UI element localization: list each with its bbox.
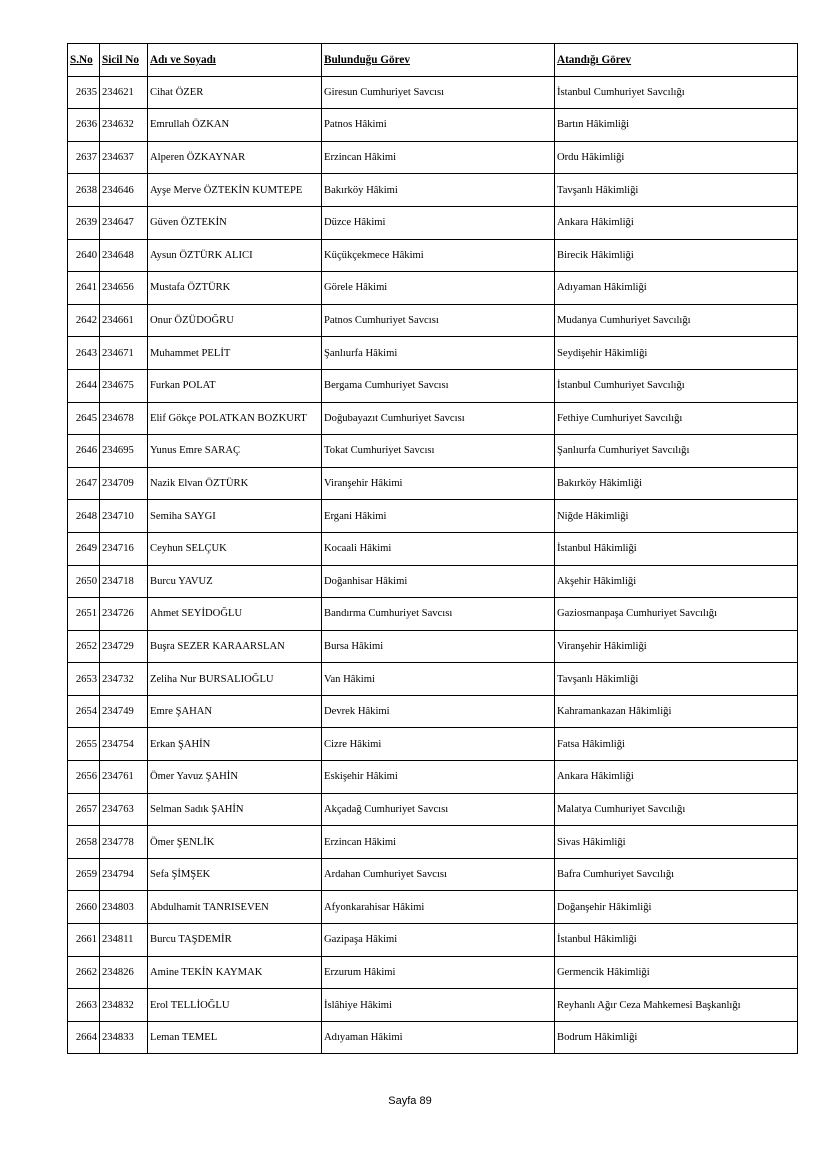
cell-name: Ahmet SEYİDOĞLU (148, 598, 322, 631)
table-row (68, 532, 798, 565)
cell-sno: 2659 (68, 858, 100, 891)
cell-sno: 2664 (68, 1021, 100, 1054)
cell-sno: 2636 (68, 109, 100, 142)
cell-name: Leman TEMEL (148, 1021, 322, 1054)
cell-assigned-post: Ankara Hâkimliği (555, 206, 798, 239)
cell-assigned-post: Tavşanlı Hâkimliği (555, 174, 798, 207)
cell-sno: 2639 (68, 206, 100, 239)
cell-current-post: Akçadağ Cumhuriyet Savcısı (322, 793, 555, 826)
cell-sno: 2662 (68, 956, 100, 989)
table-row (68, 141, 798, 174)
table-row (68, 304, 798, 337)
cell-current-post: Patnos Cumhuriyet Savcısı (322, 304, 555, 337)
cell-assigned-post: Tavşanlı Hâkimliği (555, 663, 798, 696)
cell-sicil-no: 234826 (100, 956, 148, 989)
cell-name: Burcu TAŞDEMİR (148, 924, 322, 957)
cell-sno: 2661 (68, 924, 100, 957)
table-row (68, 598, 798, 631)
cell-sicil-no: 234732 (100, 663, 148, 696)
cell-sno: 2644 (68, 369, 100, 402)
cell-sicil-no: 234678 (100, 402, 148, 435)
cell-sicil-no: 234710 (100, 500, 148, 533)
cell-name: Emre ŞAHAN (148, 695, 322, 728)
cell-sicil-no: 234803 (100, 891, 148, 924)
table-row (68, 858, 798, 891)
cell-assigned-post: İstanbul Cumhuriyet Savcılığı (555, 369, 798, 402)
table-row (68, 663, 798, 696)
cell-sno: 2651 (68, 598, 100, 631)
cell-assigned-post: Niğde Hâkimliği (555, 500, 798, 533)
cell-current-post: Eskişehir Hâkimi (322, 761, 555, 794)
cell-name: Erol TELLİOĞLU (148, 989, 322, 1022)
header-sicil-no: Sicil No (100, 44, 148, 77)
cell-assigned-post: Fethiye Cumhuriyet Savcılığı (555, 402, 798, 435)
cell-assigned-post: Bakırköy Hâkimliği (555, 467, 798, 500)
cell-assigned-post: Kahramankazan Hâkimliği (555, 695, 798, 728)
cell-sno: 2657 (68, 793, 100, 826)
cell-sicil-no: 234726 (100, 598, 148, 631)
cell-sno: 2637 (68, 141, 100, 174)
cell-current-post: Görele Hâkimi (322, 272, 555, 305)
cell-current-post: İslâhiye Hâkimi (322, 989, 555, 1022)
table-row (68, 793, 798, 826)
cell-assigned-post: Viranşehir Hâkimliği (555, 630, 798, 663)
cell-assigned-post: Adıyaman Hâkimliği (555, 272, 798, 305)
cell-assigned-post: Birecik Hâkimliği (555, 239, 798, 272)
cell-sno: 2646 (68, 435, 100, 468)
cell-sicil-no: 234761 (100, 761, 148, 794)
table-row (68, 1021, 798, 1054)
cell-sicil-no: 234763 (100, 793, 148, 826)
cell-current-post: Bakırköy Hâkimi (322, 174, 555, 207)
cell-sicil-no: 234646 (100, 174, 148, 207)
cell-current-post: Adıyaman Hâkimi (322, 1021, 555, 1054)
table-row (68, 695, 798, 728)
cell-sno: 2643 (68, 337, 100, 370)
header-row (68, 44, 798, 77)
cell-current-post: Bandırma Cumhuriyet Savcısı (322, 598, 555, 631)
cell-current-post: Afyonkarahisar Hâkimi (322, 891, 555, 924)
cell-name: Abdulhamit TANRISEVEN (148, 891, 322, 924)
cell-sno: 2663 (68, 989, 100, 1022)
cell-current-post: Doğanhisar Hâkimi (322, 565, 555, 598)
header-assigned-post: Atandığı Görev (555, 44, 798, 77)
cell-sicil-no: 234661 (100, 304, 148, 337)
cell-name: Onur ÖZÜDOĞRU (148, 304, 322, 337)
cell-sicil-no: 234833 (100, 1021, 148, 1054)
cell-current-post: Cizre Hâkimi (322, 728, 555, 761)
cell-current-post: Bursa Hâkimi (322, 630, 555, 663)
cell-current-post: Patnos Hâkimi (322, 109, 555, 142)
cell-sicil-no: 234754 (100, 728, 148, 761)
cell-current-post: Tokat Cumhuriyet Savcısı (322, 435, 555, 468)
cell-assigned-post: Mudanya Cumhuriyet Savcılığı (555, 304, 798, 337)
cell-name: Ceyhun SELÇUK (148, 532, 322, 565)
cell-current-post: Ardahan Cumhuriyet Savcısı (322, 858, 555, 891)
table-row (68, 956, 798, 989)
cell-sno: 2652 (68, 630, 100, 663)
cell-current-post: Erzurum Hâkimi (322, 956, 555, 989)
cell-sno: 2641 (68, 272, 100, 305)
cell-assigned-post: Seydişehir Hâkimliği (555, 337, 798, 370)
cell-assigned-post: Akşehir Hâkimliği (555, 565, 798, 598)
cell-sicil-no: 234675 (100, 369, 148, 402)
cell-sicil-no: 234778 (100, 826, 148, 859)
table-row (68, 174, 798, 207)
cell-sno: 2660 (68, 891, 100, 924)
table-row (68, 239, 798, 272)
cell-sno: 2638 (68, 174, 100, 207)
table-row (68, 761, 798, 794)
cell-sno: 2640 (68, 239, 100, 272)
cell-name: Cihat ÖZER (148, 76, 322, 109)
cell-current-post: Doğubayazıt Cumhuriyet Savcısı (322, 402, 555, 435)
cell-assigned-post: İstanbul Hâkimliği (555, 924, 798, 957)
cell-assigned-post: Bodrum Hâkimliği (555, 1021, 798, 1054)
cell-name: Semiha SAYGI (148, 500, 322, 533)
cell-assigned-post: Reyhanlı Ağır Ceza Mahkemesi Başkanlığı (555, 989, 798, 1022)
table-row (68, 206, 798, 239)
cell-name: Mustafa ÖZTÜRK (148, 272, 322, 305)
table-row (68, 924, 798, 957)
table-row (68, 728, 798, 761)
cell-sno: 2650 (68, 565, 100, 598)
cell-current-post: Ergani Hâkimi (322, 500, 555, 533)
cell-assigned-post: Doğanşehir Hâkimliği (555, 891, 798, 924)
cell-assigned-post: Sivas Hâkimliği (555, 826, 798, 859)
cell-sicil-no: 234632 (100, 109, 148, 142)
cell-name: Selman Sadık ŞAHİN (148, 793, 322, 826)
cell-name: Amine TEKİN KAYMAK (148, 956, 322, 989)
cell-name: Erkan ŞAHİN (148, 728, 322, 761)
cell-name: Sefa ŞİMŞEK (148, 858, 322, 891)
table-body (68, 76, 798, 1054)
cell-sno: 2642 (68, 304, 100, 337)
cell-name: Yunus Emre SARAÇ (148, 435, 322, 468)
cell-current-post: Kocaali Hâkimi (322, 532, 555, 565)
cell-sicil-no: 234621 (100, 76, 148, 109)
header-name: Adı ve Soyadı (148, 44, 322, 77)
cell-current-post: Şanlıurfa Hâkimi (322, 337, 555, 370)
cell-name: Buşra SEZER KARAARSLAN (148, 630, 322, 663)
cell-current-post: Erzincan Hâkimi (322, 826, 555, 859)
cell-assigned-post: Gaziosmanpaşa Cumhuriyet Savcılığı (555, 598, 798, 631)
cell-sno: 2654 (68, 695, 100, 728)
cell-name: Zeliha Nur BURSALIOĞLU (148, 663, 322, 696)
cell-current-post: Bergama Cumhuriyet Savcısı (322, 369, 555, 402)
cell-sicil-no: 234716 (100, 532, 148, 565)
table-row (68, 109, 798, 142)
cell-assigned-post: İstanbul Cumhuriyet Savcılığı (555, 76, 798, 109)
cell-sicil-no: 234647 (100, 206, 148, 239)
cell-name: Ömer ŞENLİK (148, 826, 322, 859)
table-row (68, 76, 798, 109)
cell-current-post: Küçükçekmece Hâkimi (322, 239, 555, 272)
cell-name: Muhammet PELİT (148, 337, 322, 370)
cell-sno: 2648 (68, 500, 100, 533)
table-row (68, 565, 798, 598)
cell-name: Güven ÖZTEKİN (148, 206, 322, 239)
table-row (68, 500, 798, 533)
appointment-table (67, 43, 798, 1054)
cell-name: Furkan POLAT (148, 369, 322, 402)
cell-assigned-post: Malatya Cumhuriyet Savcılığı (555, 793, 798, 826)
cell-sicil-no: 234671 (100, 337, 148, 370)
cell-sno: 2635 (68, 76, 100, 109)
table-row (68, 891, 798, 924)
table-row (68, 402, 798, 435)
cell-assigned-post: Bartın Hâkimliği (555, 109, 798, 142)
cell-name: Ömer Yavuz ŞAHİN (148, 761, 322, 794)
cell-assigned-post: Bafra Cumhuriyet Savcılığı (555, 858, 798, 891)
cell-current-post: Viranşehir Hâkimi (322, 467, 555, 500)
table-row (68, 369, 798, 402)
table-row (68, 467, 798, 500)
cell-current-post: Giresun Cumhuriyet Savcısı (322, 76, 555, 109)
cell-name: Emrullah ÖZKAN (148, 109, 322, 142)
cell-sno: 2645 (68, 402, 100, 435)
cell-current-post: Van Hâkimi (322, 663, 555, 696)
cell-sicil-no: 234811 (100, 924, 148, 957)
cell-sicil-no: 234832 (100, 989, 148, 1022)
cell-sicil-no: 234656 (100, 272, 148, 305)
table-row (68, 989, 798, 1022)
cell-sicil-no: 234637 (100, 141, 148, 174)
cell-sno: 2655 (68, 728, 100, 761)
cell-current-post: Düzce Hâkimi (322, 206, 555, 239)
cell-assigned-post: Şanlıurfa Cumhuriyet Savcılığı (555, 435, 798, 468)
table-row (68, 630, 798, 663)
table-row (68, 435, 798, 468)
cell-assigned-post: Ankara Hâkimliği (555, 761, 798, 794)
cell-assigned-post: Ordu Hâkimliği (555, 141, 798, 174)
cell-sicil-no: 234749 (100, 695, 148, 728)
cell-sicil-no: 234695 (100, 435, 148, 468)
cell-name: Burcu YAVUZ (148, 565, 322, 598)
cell-assigned-post: İstanbul Hâkimliği (555, 532, 798, 565)
cell-sno: 2653 (68, 663, 100, 696)
cell-current-post: Devrek Hâkimi (322, 695, 555, 728)
table-header (68, 44, 798, 77)
table-row (68, 826, 798, 859)
table-row (68, 272, 798, 305)
table-row (68, 337, 798, 370)
cell-sicil-no: 234729 (100, 630, 148, 663)
cell-sicil-no: 234718 (100, 565, 148, 598)
cell-name: Alperen ÖZKAYNAR (148, 141, 322, 174)
cell-name: Ayşe Merve ÖZTEKİN KUMTEPE (148, 174, 322, 207)
cell-sicil-no: 234709 (100, 467, 148, 500)
cell-sno: 2656 (68, 761, 100, 794)
cell-assigned-post: Germencik Hâkimliği (555, 956, 798, 989)
header-sno: S.No (68, 44, 100, 77)
cell-assigned-post: Fatsa Hâkimliği (555, 728, 798, 761)
cell-sicil-no: 234794 (100, 858, 148, 891)
cell-name: Nazik Elvan ÖZTÜRK (148, 467, 322, 500)
cell-name: Elif Gökçe POLATKAN BOZKURT (148, 402, 322, 435)
page-number: Sayfa 89 (388, 1095, 432, 1107)
cell-current-post: Erzincan Hâkimi (322, 141, 555, 174)
cell-sno: 2649 (68, 532, 100, 565)
cell-current-post: Gazipaşa Hâkimi (322, 924, 555, 957)
cell-sno: 2647 (68, 467, 100, 500)
header-current-post: Bulunduğu Görev (322, 44, 555, 77)
cell-sicil-no: 234648 (100, 239, 148, 272)
cell-name: Aysun ÖZTÜRK ALICI (148, 239, 322, 272)
cell-sno: 2658 (68, 826, 100, 859)
